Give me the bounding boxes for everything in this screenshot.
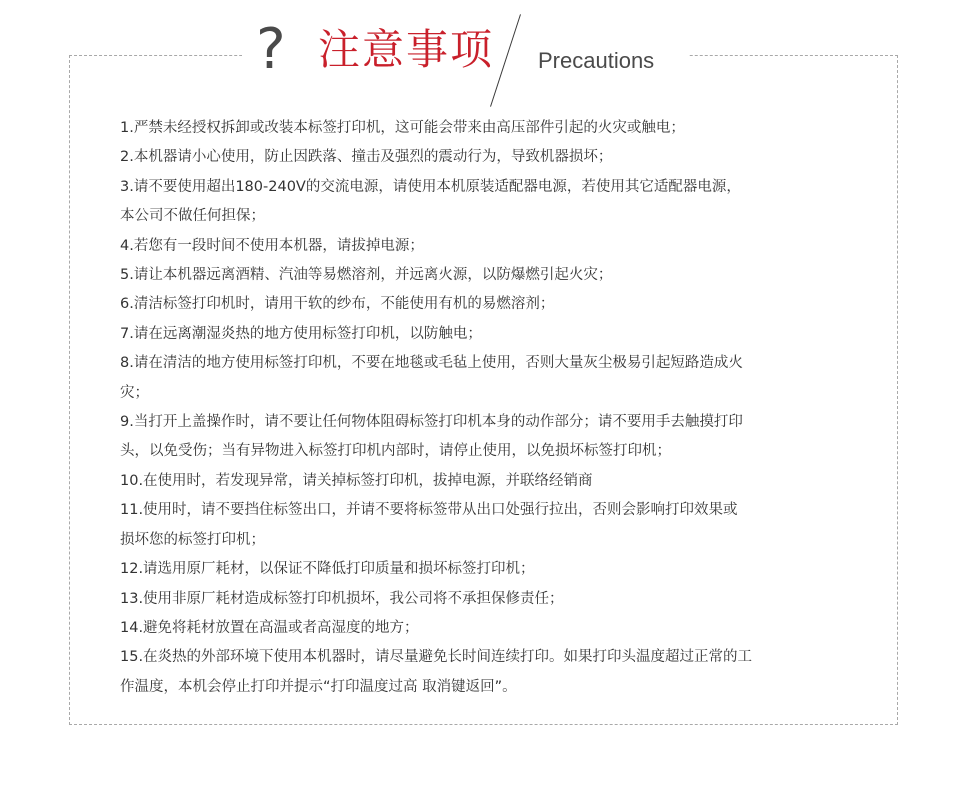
list-item: 11.使用时，请不要挡住标签出口，并请不要将标签带从出口处强行拉出，否则会影响打印效果或	[120, 502, 738, 519]
page-subtitle: Precautions	[538, 48, 655, 73]
list-item: 10.在使用时，若发现异常，请关掉标签打印机，拔掉电源，并联络经销商	[120, 472, 593, 489]
list-item: 9.当打开上盖操作时，请不要让任何物体阻碍标签打印机本身的动作部分；请不要用手去触摸打印	[120, 414, 743, 431]
list-item: 5.请让本机器远离酒精、汽油等易燃溶剂，并远离火源，以防爆燃引起火灾；	[120, 267, 613, 284]
list-item: 2.本机器请小心使用，防止因跌落、撞击及强烈的震动行为，导致机器损坏；	[120, 149, 613, 166]
list-item: 损坏您的标签打印机；	[120, 531, 265, 548]
list-item: 13.使用非原厂耗材造成标签打印机损坏，我公司将不承担保修责任；	[120, 590, 564, 607]
list-item: 14.避免将耗材放置在高温或者高湿度的地方；	[120, 619, 419, 636]
list-item: 3.请不要使用超出180-240V的交流电源，请使用本机原装适配器电源，若使用其它适配器电源，	[120, 178, 741, 195]
list-item: 灾；	[120, 384, 149, 401]
list-item: 本公司不做任何担保；	[120, 208, 265, 225]
list-item: 8.请在清洁的地方使用标签打印机，不要在地毯或毛毡上使用，否则大量灰尘极易引起短路造成火	[120, 355, 743, 372]
list-item: 作温度，本机会停止打印并提示“打印温度过高 取消键返回”。	[120, 678, 517, 695]
page-title: 注意事项	[318, 25, 495, 74]
list-item: 15.在炎热的外部环境下使用本机器时，请尽量避免长时间连续打印。如果打印头温度超过正常的工	[120, 649, 753, 666]
list-item: 6.清洁标签打印机时，请用干软的纱布，不能使用有机的易燃溶剂；	[120, 296, 555, 313]
list-item: 12.请选用原厂耗材，以保证不降低打印质量和损坏标签打印机；	[120, 561, 535, 578]
precautions-list	[120, 114, 860, 702]
list-item: 7.请在远离潮湿炎热的地方使用标签打印机，以防触电；	[120, 325, 482, 342]
list-item: 4.若您有一段时间不使用本机器，请拔掉电源；	[120, 237, 424, 254]
question-mark-icon: ?	[256, 17, 286, 82]
list-item: 1.严禁未经授权拆卸或改装本标签打印机，这可能会带来由高压部件引起的火灾或触电；	[120, 120, 685, 136]
list-item: 头，以免受伤；当有异物进入标签打印机内部时，请停止使用，以免损坏标签打印机；	[120, 443, 671, 460]
